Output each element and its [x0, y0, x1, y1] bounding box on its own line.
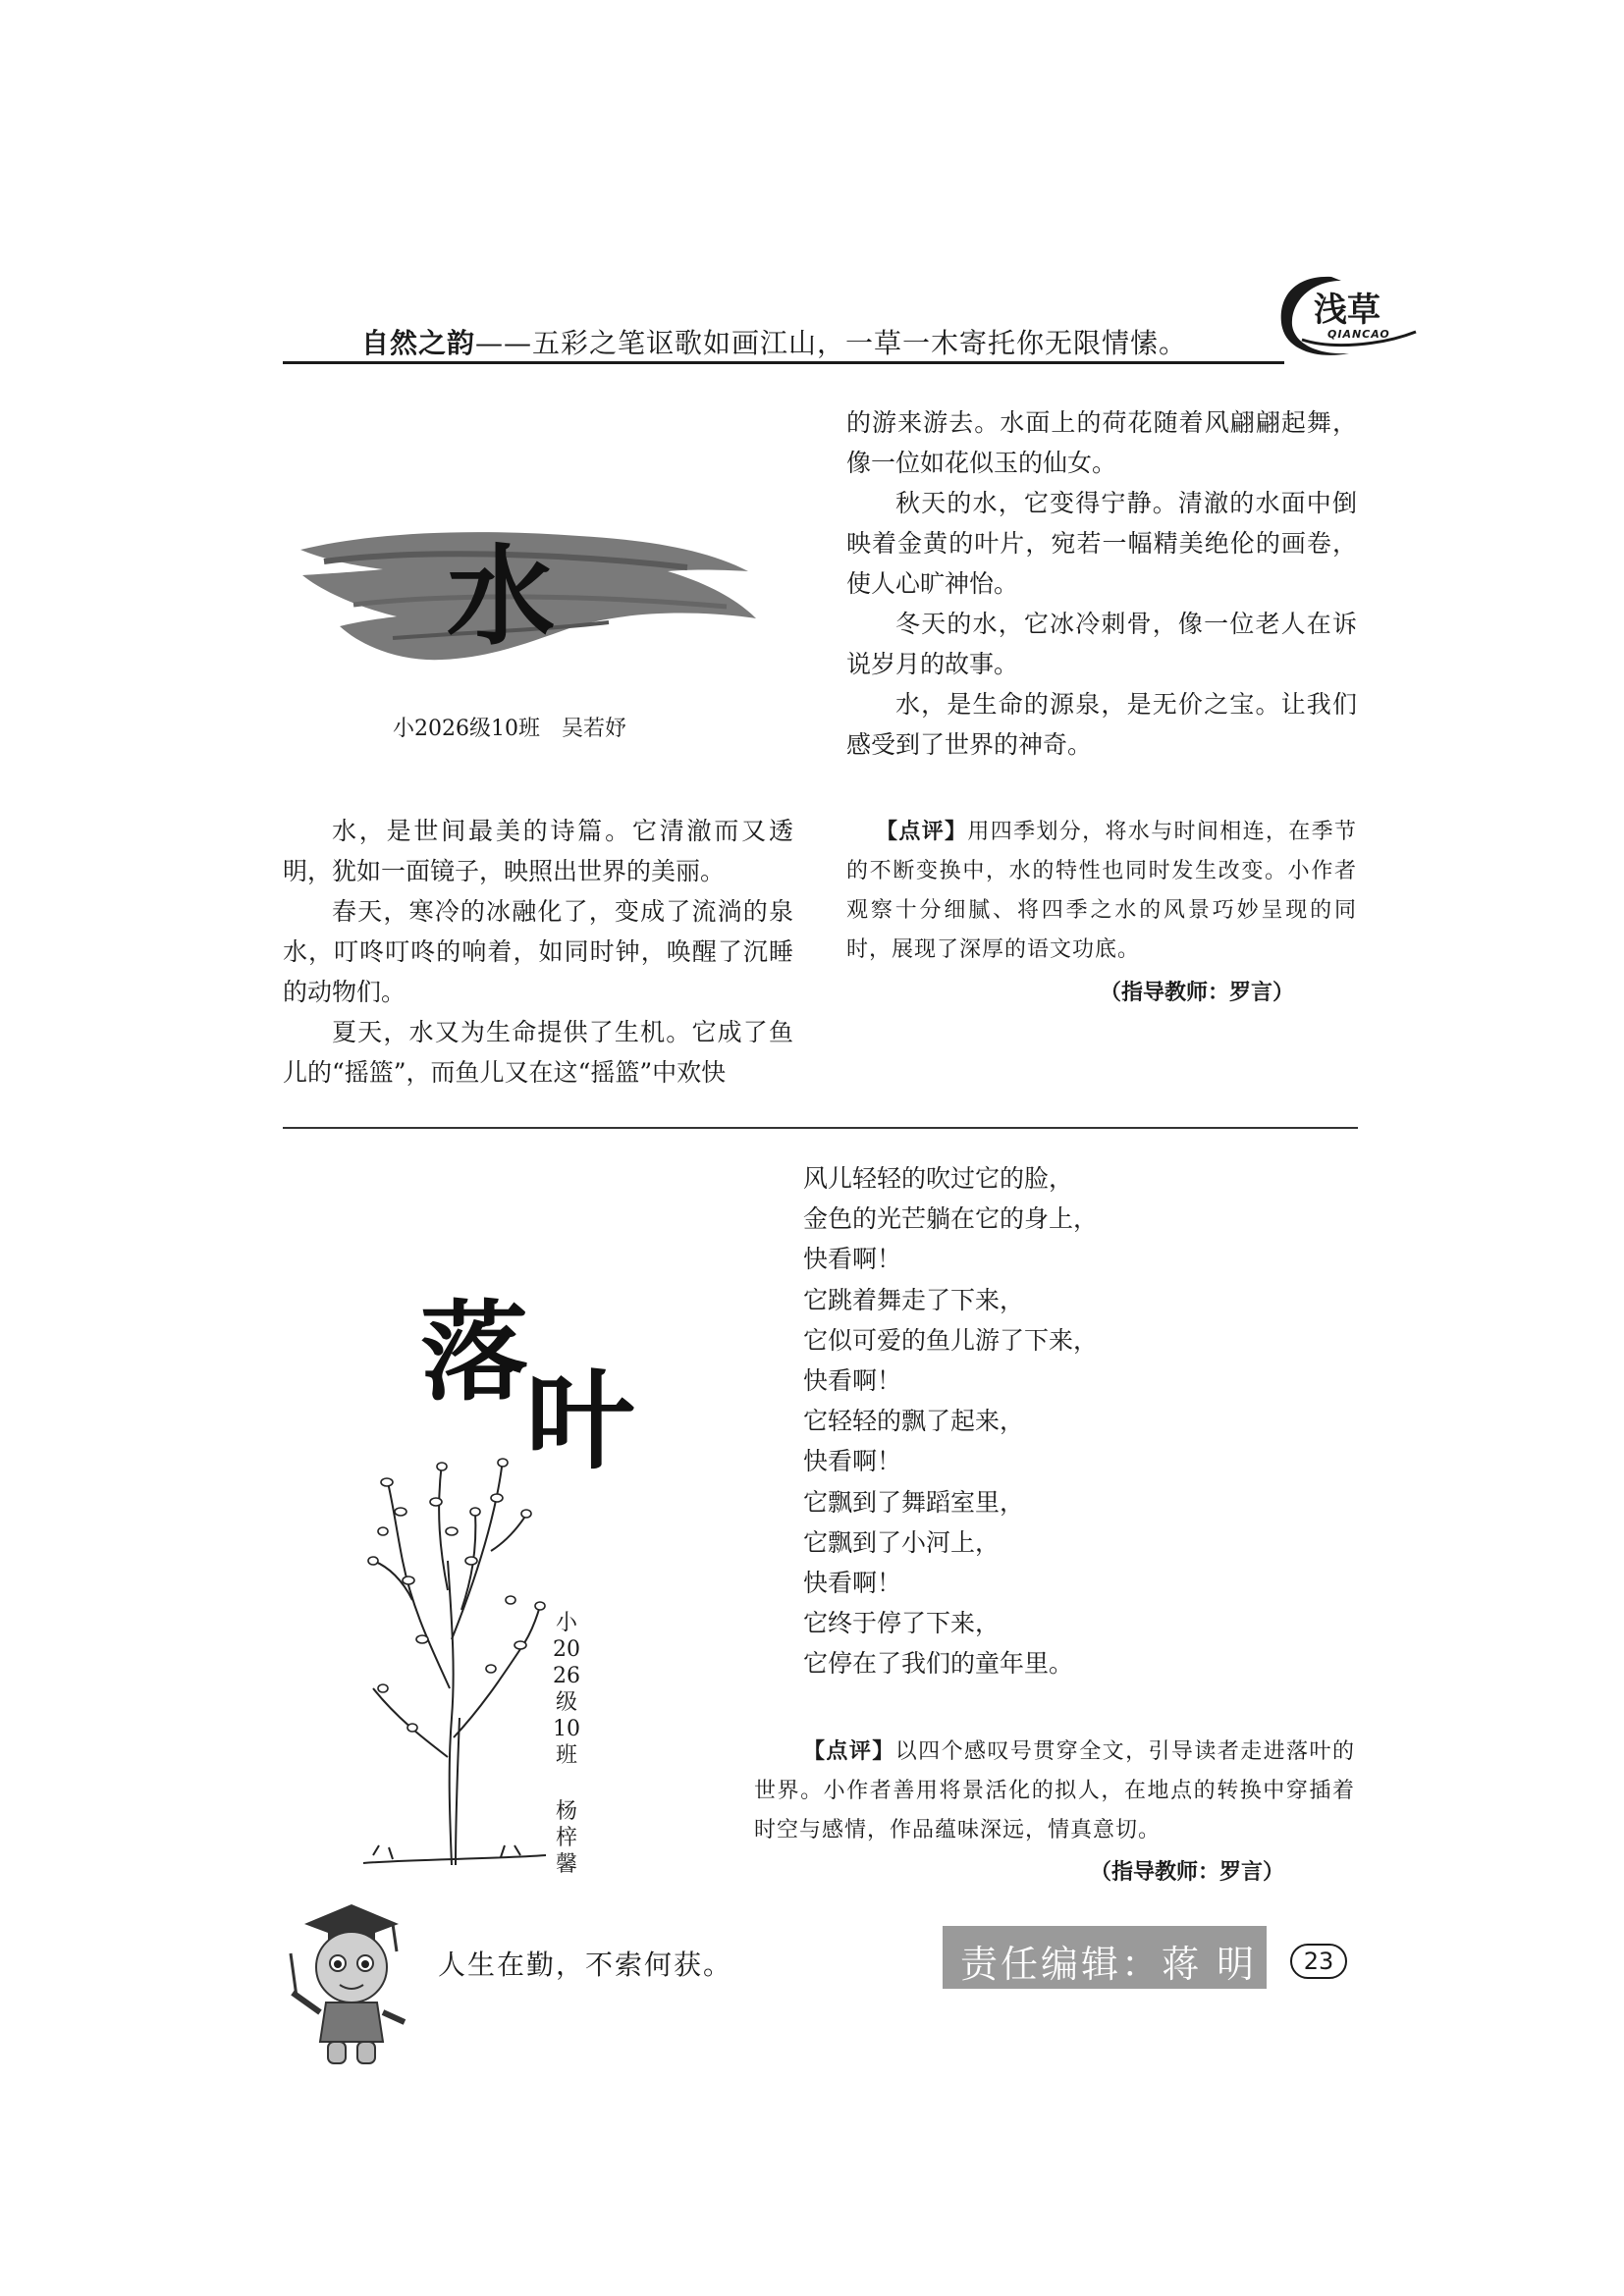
poem-line: 风儿轻轻的吹过它的脸，	[803, 1164, 1074, 1193]
teacher-credit: （指导教师：罗言）	[1090, 1860, 1285, 1885]
author-class: 小2026级10班	[553, 1611, 580, 1768]
graduate-mascot-icon	[275, 1895, 412, 2071]
poem-line: 快看啊！	[803, 1447, 902, 1476]
body-paragraph: 夏天，水又为生命提供了生机。它成了鱼儿的“摇篮”，而鱼儿又在这“摇篮”中欢快	[283, 1018, 793, 1087]
article-title-char: 落	[420, 1289, 528, 1415]
poem-line: 它终于停了下来，	[803, 1609, 1001, 1638]
poem-line: 它飘到了舞蹈室里，	[803, 1487, 1025, 1517]
body-paragraph: 水，是生命的源泉，是无价之宝。让我们感受到了世界的神奇。	[846, 690, 1357, 759]
logo-text: 浅草	[1314, 291, 1380, 330]
poem-line: 快看啊！	[803, 1366, 902, 1396]
review-text: 用四季划分，将水与时间相连，在季节的不断变换中，水的特性也同时发生改变。小作者观察十分细腻、将四季之水的风景巧妙呈现的同时，展现了深厚的语文功底。	[846, 820, 1357, 962]
review-box	[754, 1733, 1355, 1850]
editor-label: 责任编辑：蒋 明	[960, 1943, 1258, 1986]
body-paragraph: 冬天的水，它冰冷刺骨，像一位老人在诉说岁月的故事。	[846, 610, 1357, 678]
poem-line: 快看啊！	[803, 1245, 902, 1274]
review-tag: 【点评】	[876, 820, 968, 844]
poem-line: 金色的光芒躺在它的身上，	[803, 1204, 1099, 1234]
poem-line: 它似可爱的鱼儿游了下来，	[803, 1325, 1099, 1355]
title-brush-art	[295, 510, 766, 677]
article-author	[393, 712, 648, 742]
page-header	[283, 291, 1432, 363]
poem-line: 它停在了我们的童年里。	[803, 1649, 1074, 1679]
section-tagline: ——五彩之笔讴歌如画江山，一草一木寄托你无限情愫。	[475, 327, 1188, 359]
tree-illustration	[353, 1443, 550, 1875]
body-paragraph: 春天，寒冷的冰融化了，变成了流淌的泉水，叮咚叮咚的响着，如同时钟，唤醒了沉睡的动物们。	[283, 897, 793, 1006]
body-paragraph: 水，是世间最美的诗篇。它清澈而又透明，犹如一面镜子，映照出世界的美丽。	[283, 817, 793, 885]
poem-body	[803, 1158, 1353, 1684]
section-divider	[283, 1127, 1358, 1129]
header-rule	[283, 361, 1284, 364]
section-name: 自然之韵	[361, 327, 476, 359]
magazine-logo	[1272, 271, 1420, 361]
body-paragraph: 秋天的水，它变得宁静。清澈的水面中倒映着金黄的叶片，宛若一幅精美绝伦的画卷，使人心旷神怡。	[846, 489, 1357, 598]
author-class: 小2026级10班	[393, 717, 540, 741]
review-tag: 【点评】	[803, 1739, 895, 1764]
poem-line: 快看啊！	[803, 1569, 902, 1598]
page-number: 23	[1290, 1944, 1347, 1979]
body-paragraph-continued: 的游来游去。水面上的荷花随着风翩翩起舞，像一位如花似玉的仙女。	[846, 408, 1357, 477]
review-text: 以四个感叹号贯穿全文，引导读者走进落叶的世界。小作者善用将景活化的拟人，在地点的转换中穿插着时空与感情，作品蕴味深远，情真意切。	[754, 1739, 1355, 1842]
mascot-illustration	[275, 1895, 412, 2071]
article-title: 水	[447, 534, 555, 660]
article-author-vertical	[552, 1610, 581, 1878]
poem-line: 它轻轻的飘了起来，	[803, 1407, 1025, 1436]
footer-motto: 人生在勤，不索何获。	[438, 1949, 733, 1981]
review-box	[846, 813, 1357, 970]
bare-tree-icon	[353, 1443, 550, 1875]
article-title-char: 叶	[526, 1358, 634, 1484]
logo-subtitle: QIANCAO	[1327, 328, 1390, 341]
poem-line: 它跳着舞走了下来，	[803, 1285, 1025, 1314]
poem-line: 它飘到了小河上，	[803, 1527, 1001, 1557]
author-name: 杨梓馨	[555, 1799, 577, 1877]
header-title	[361, 322, 1187, 361]
author-name: 吴若妤	[561, 717, 626, 741]
teacher-credit: （指导教师：罗言）	[1100, 981, 1295, 1005]
editor-banner	[943, 1926, 1267, 1989]
